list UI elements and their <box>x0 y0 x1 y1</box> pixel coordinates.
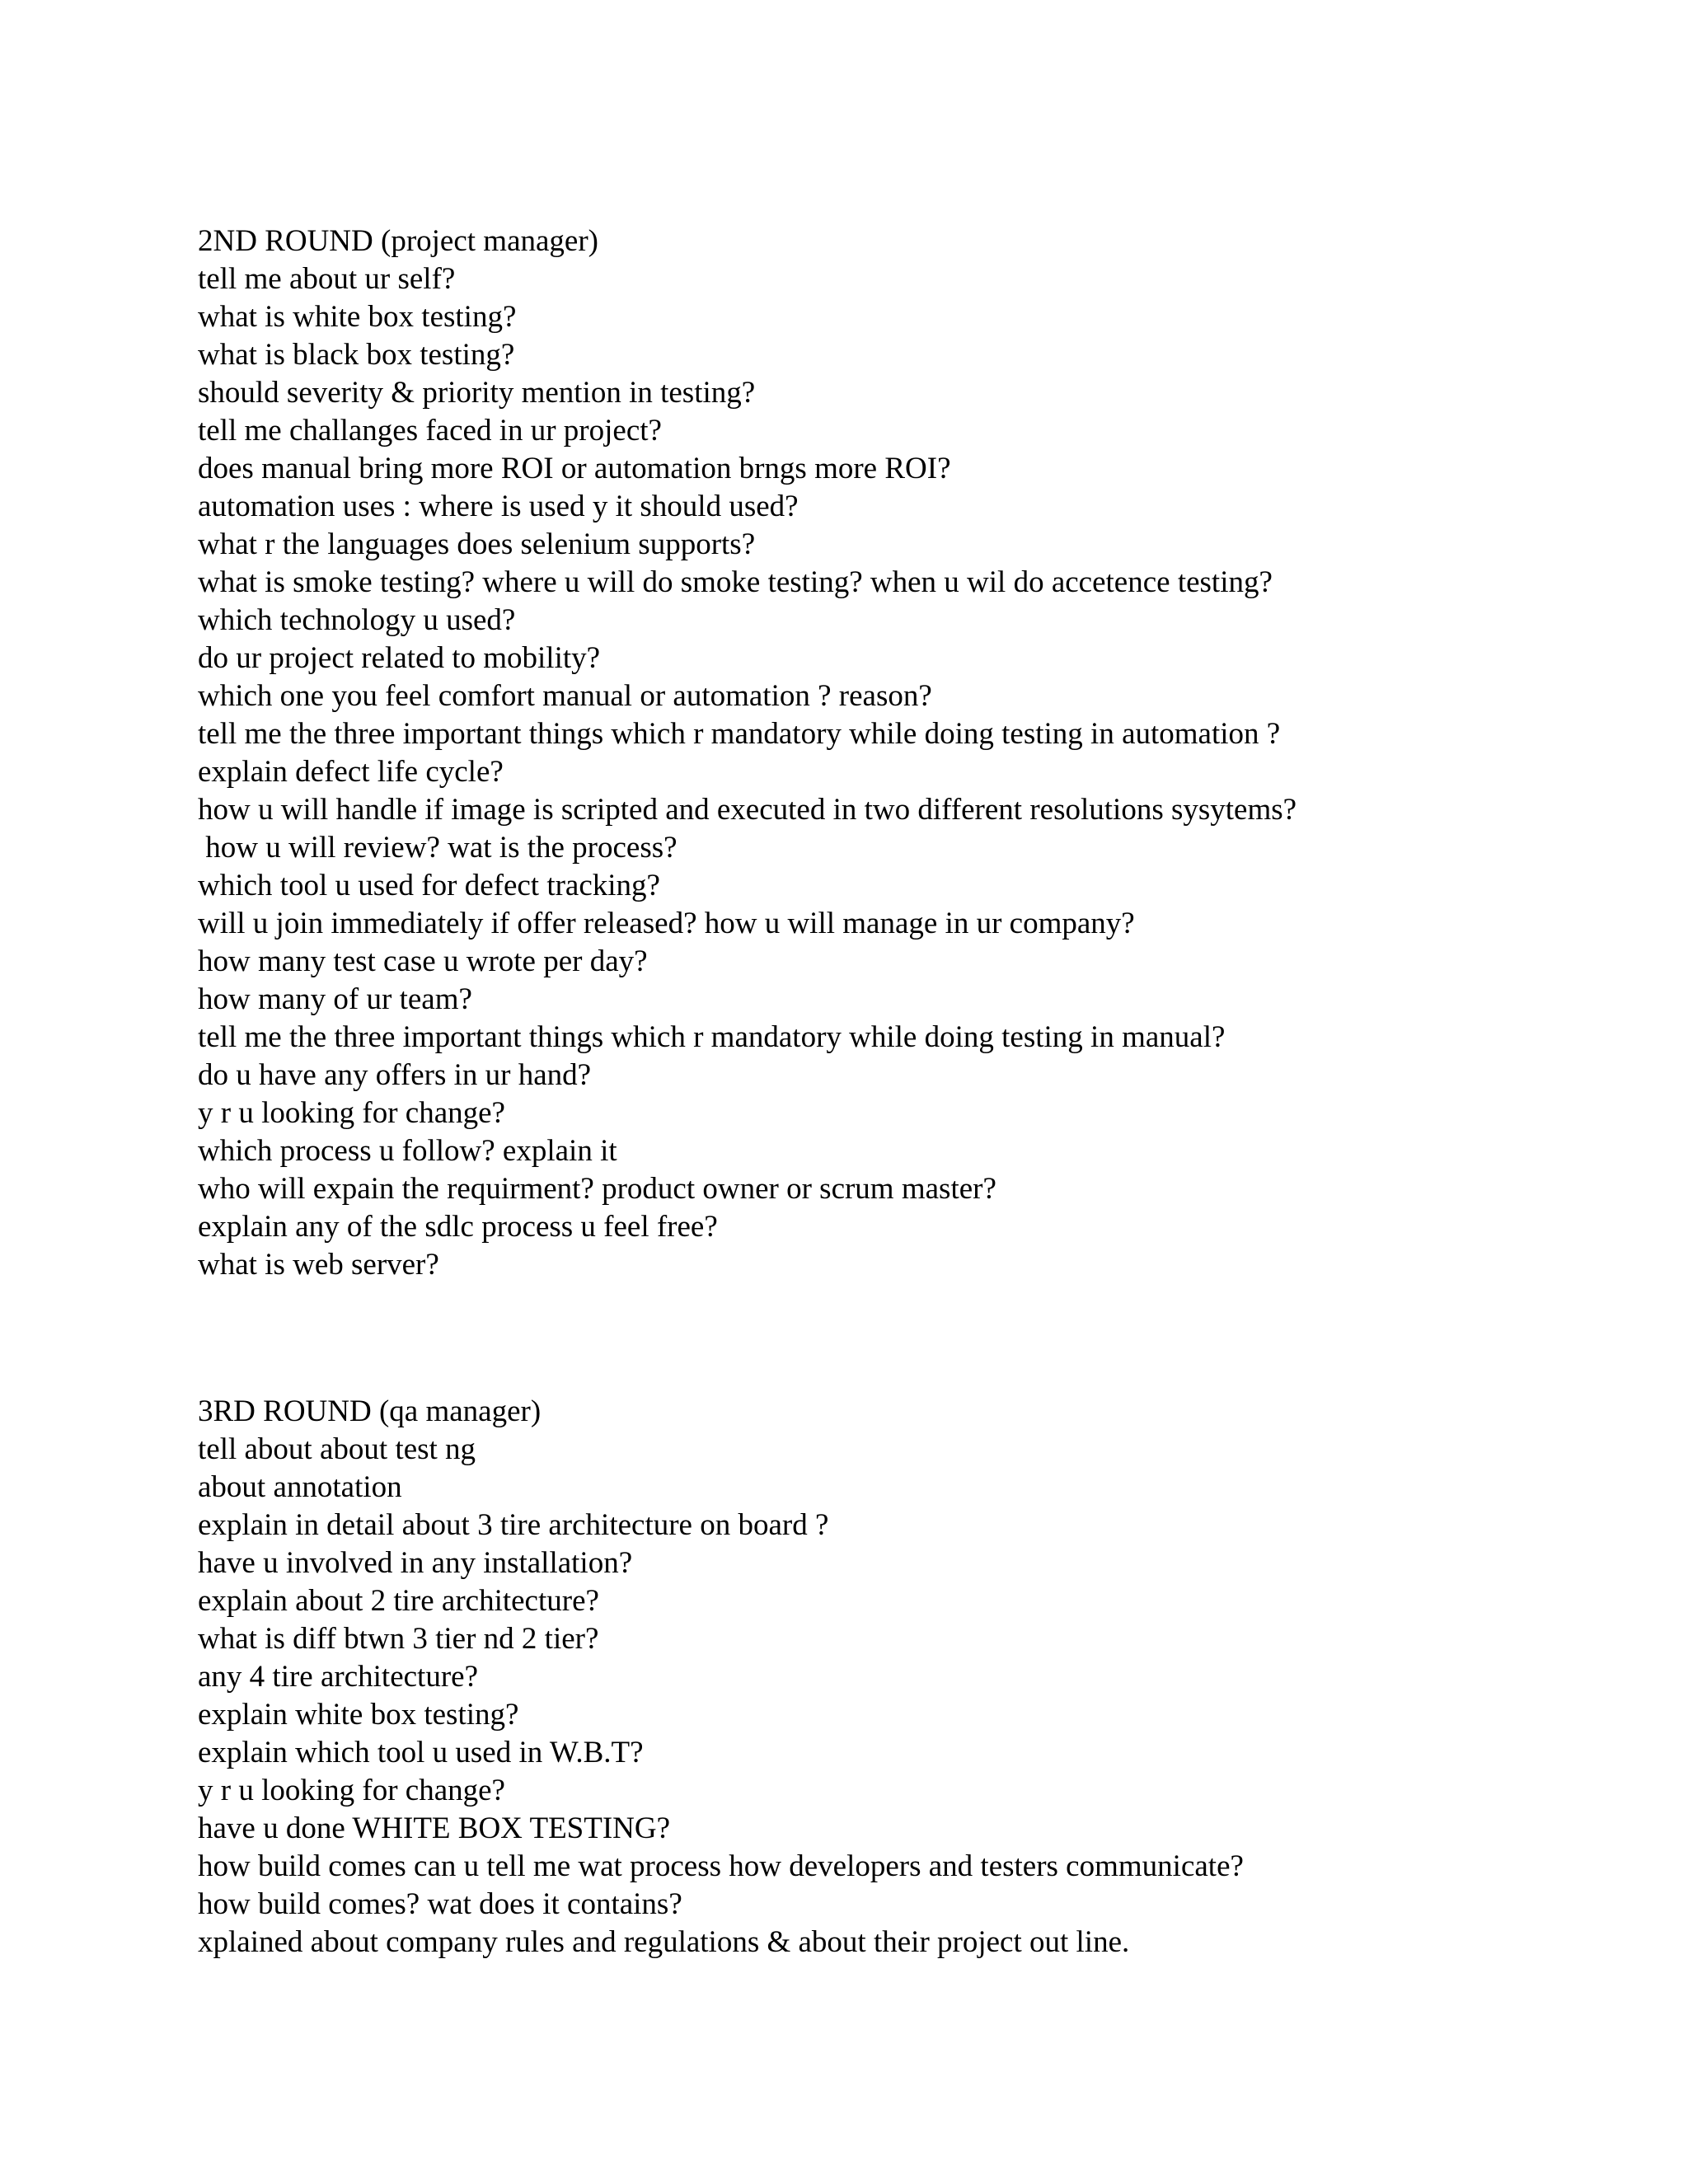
section-2nd-round <box>198 223 1648 1284</box>
question-line: how u will review? wat is the process? <box>198 831 678 865</box>
question-line: have u done WHITE BOX TESTING? <box>198 1811 671 1845</box>
section-heading: 2ND ROUND (project manager) <box>198 224 598 258</box>
question-line: about annotation <box>198 1470 402 1504</box>
question-line: how build comes can u tell me wat process how developers and testers communicate? <box>198 1849 1244 1883</box>
section-3rd-round <box>198 1393 1648 1961</box>
question-line: y r u looking for change? <box>198 1774 505 1807</box>
question-line: will u join immediately if offer released? how u will manage in ur company? <box>198 907 1135 940</box>
question-line: do ur project related to mobility? <box>198 641 601 675</box>
question-line: how u will handle if image is scripted and executed in two different resolutions sysytems? <box>198 793 1297 827</box>
question-line: which tool u used for defect tracking? <box>198 869 660 902</box>
question-line: any 4 tire architecture? <box>198 1660 478 1694</box>
question-line: tell about about test ng <box>198 1432 476 1466</box>
question-line: explain about 2 tire architecture? <box>198 1584 599 1618</box>
question-line: explain which tool u used in W.B.T? <box>198 1736 644 1769</box>
question-line: explain any of the sdlc process u feel free? <box>198 1210 718 1244</box>
question-line: do u have any offers in ur hand? <box>198 1058 592 1092</box>
question-line: should severity & priority mention in testing? <box>198 376 756 410</box>
question-line: how many of ur team? <box>198 982 472 1016</box>
question-line: y r u looking for change? <box>198 1096 505 1130</box>
question-line: xplained about company rules and regulations & about their project out line. <box>198 1925 1130 1959</box>
question-line: which process u follow? explain it <box>198 1134 617 1168</box>
question-line: automation uses : where is used y it should used? <box>198 490 799 523</box>
question-line: tell me challanges faced in ur project? <box>198 414 662 448</box>
question-line: tell me the three important things which r mandatory while doing testing in automation ? <box>198 717 1281 751</box>
question-line: how build comes? wat does it contains? <box>198 1887 682 1921</box>
question-line: explain in detail about 3 tire architecture on board ? <box>198 1508 829 1542</box>
question-line: which technology u used? <box>198 603 516 637</box>
question-line: explain defect life cycle? <box>198 755 504 789</box>
question-line: what is black box testing? <box>198 338 515 372</box>
question-line: which one you feel comfort manual or automation ? reason? <box>198 679 932 713</box>
question-line: what is smoke testing? where u will do smoke testing? when u wil do accetence testing? <box>198 565 1273 599</box>
question-line: does manual bring more ROI or automation brngs more ROI? <box>198 452 951 485</box>
question-line: what is diff btwn 3 tier nd 2 tier? <box>198 1622 599 1656</box>
question-line: explain white box testing? <box>198 1698 519 1732</box>
question-line: who will expain the requirment? product owner or scrum master? <box>198 1172 996 1206</box>
question-line: have u involved in any installation? <box>198 1546 633 1580</box>
question-line: how many test case u wrote per day? <box>198 944 648 978</box>
question-line: what is web server? <box>198 1248 439 1282</box>
section-heading: 3RD ROUND (qa manager) <box>198 1394 542 1428</box>
question-line: what r the languages does selenium supports? <box>198 527 756 561</box>
question-line: tell me about ur self? <box>198 262 456 296</box>
question-line: what is white box testing? <box>198 300 517 334</box>
question-line: tell me the three important things which r mandatory while doing testing in manual? <box>198 1020 1226 1054</box>
